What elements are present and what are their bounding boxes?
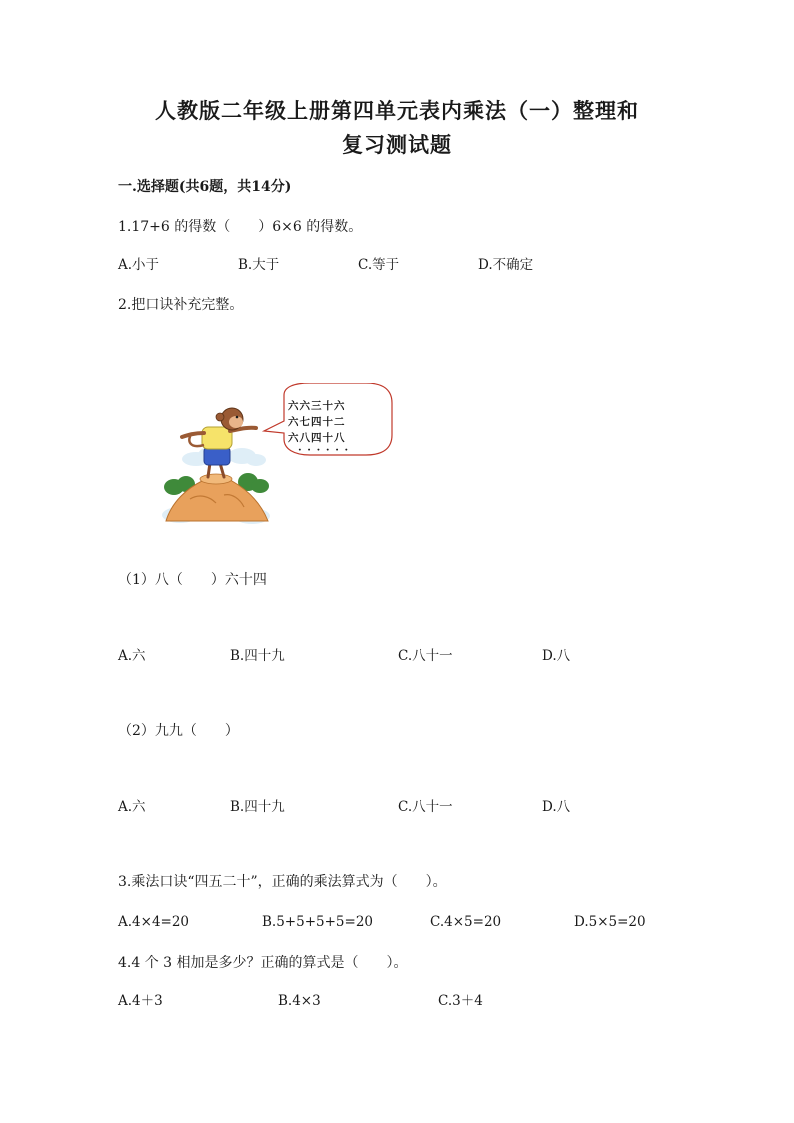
question-2-sub2-option-d: D.八 bbox=[542, 799, 571, 815]
question-1-option-a: A.小于 bbox=[118, 257, 160, 273]
question-4-option-a: A.4＋3 bbox=[118, 993, 163, 1009]
question-2-sub1-text: （1）八（ ）六十四 bbox=[118, 572, 267, 588]
question-3-option-a: A.4×4=20 bbox=[118, 914, 190, 930]
bubble-line-2: 六七四十二 bbox=[288, 416, 346, 428]
question-2-sub1-option-c: C.八十一 bbox=[398, 648, 453, 664]
section-heading: 一.选择题(共6题，共14分) bbox=[118, 179, 292, 195]
question-2-text: 2.把口诀补充完整。 bbox=[118, 297, 244, 313]
monkey-illustration bbox=[160, 383, 395, 525]
question-3-text: 3.乘法口诀“四五二十”，正确的乘法算式为（ ）。 bbox=[118, 874, 447, 890]
question-2-sub1-option-b: B.四十九 bbox=[230, 648, 285, 664]
page-title-line1: 人教版二年级上册第四单元表内乘法（一）整理和 bbox=[155, 98, 639, 123]
question-1-text: 1.17+6 的得数（ ）6×6 的得数。 bbox=[118, 219, 363, 235]
question-2-sub2-option-a: A.六 bbox=[118, 799, 146, 815]
question-1-option-d: D.不确定 bbox=[478, 257, 534, 273]
question-4-text: 4.4 个 3 相加是多少？正确的算式是（ ）。 bbox=[118, 955, 408, 971]
question-3-option-d: D.5×5=20 bbox=[574, 914, 646, 930]
question-4-option-c: C.3＋4 bbox=[438, 993, 483, 1009]
question-3-option-b: B.5+5+5+5=20 bbox=[262, 914, 373, 930]
question-1-option-b: B.大于 bbox=[238, 257, 280, 273]
question-2-sub1-option-a: A.六 bbox=[118, 648, 146, 664]
question-2-sub1-option-d: D.八 bbox=[542, 648, 571, 664]
question-2-sub2-option-c: C.八十一 bbox=[398, 799, 453, 815]
page-title-line2: 复习测试题 bbox=[342, 132, 452, 157]
bubble-line-1: 六六三十六 bbox=[288, 400, 346, 412]
question-2-sub2-option-b: B.四十九 bbox=[230, 799, 285, 815]
question-4-option-b: B.4×3 bbox=[278, 993, 321, 1009]
bubble-line-3: 六八四十八 bbox=[288, 432, 346, 444]
bubble-line-4: · · · · · · bbox=[298, 444, 350, 456]
question-3-option-c: C.4×5=20 bbox=[430, 914, 502, 930]
question-2-sub2-text: （2）九九（ ） bbox=[118, 723, 239, 739]
question-1-option-c: C.等于 bbox=[358, 257, 400, 273]
